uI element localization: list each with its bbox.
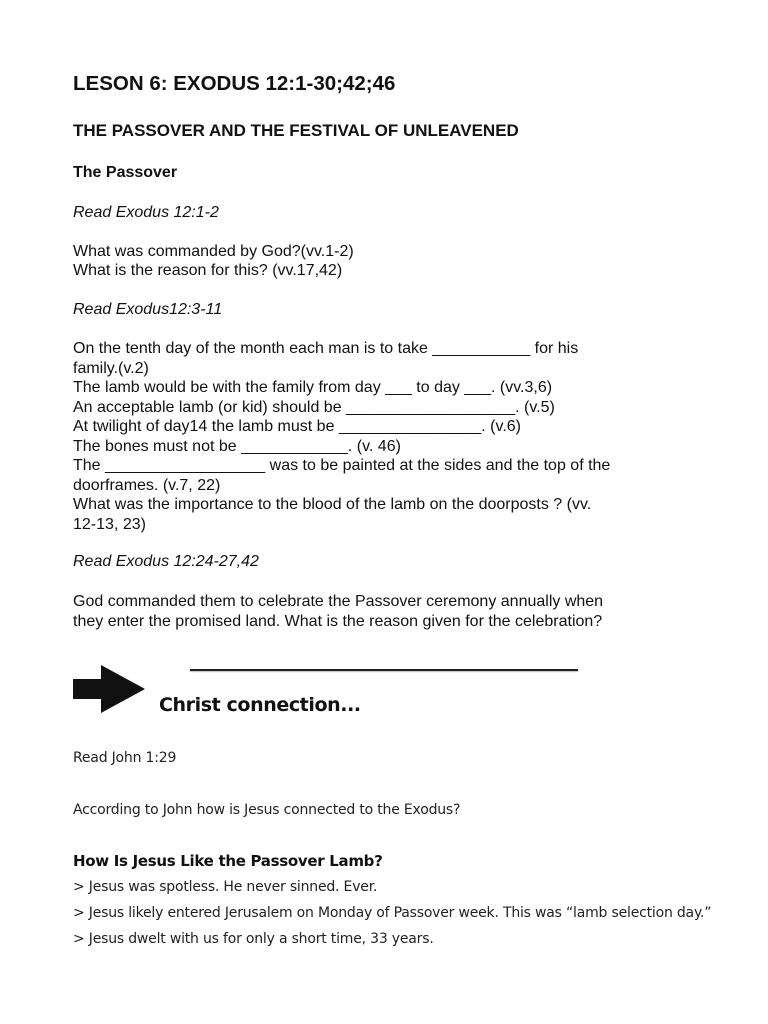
- lesson-subtitle: THE PASSOVER AND THE FESTIVAL OF UNLEAVENED: [73, 121, 519, 140]
- lesson-title: LESON 6: EXODUS 12:1-30;42;46: [73, 72, 396, 95]
- list-item: > Jesus dwelt with us for only a short time, 33 years.: [73, 931, 434, 947]
- fill-line: The __________________ was to be painted at the sides and the top of the: [73, 457, 611, 474]
- read-john-reference: Read John 1:29: [73, 750, 177, 766]
- fill-line: An acceptable lamb (or kid) should be ___________________. (v.5): [73, 398, 555, 416]
- read-reference-1: Read Exodus 12:1-2: [73, 204, 219, 221]
- read-reference-2: Read Exodus12:3-11: [73, 301, 223, 318]
- fill-line: 12-13, 23): [73, 515, 146, 533]
- celebration-paragraph: [73, 592, 603, 631]
- fill-line: doorframes. (v.7, 22): [73, 476, 221, 494]
- list-item: > Jesus likely entered Jerusalem on Monday of Passover week. This was “lamb selection day.”: [73, 905, 712, 921]
- fill-in-blanks: [73, 339, 610, 534]
- fill-line: On the tenth day of the month each man is to take ___________ for his: [73, 340, 579, 357]
- arrow-right-icon: [73, 665, 145, 713]
- question-1: What was commanded by God?(vv.1-2): [73, 243, 354, 260]
- lamb-heading: How Is Jesus Like the Passover Lamb?: [73, 852, 383, 870]
- question-2: What is the reason for this? (vv.17,42): [73, 262, 343, 279]
- fill-line: At twilight of day14 the lamb must be ________________. (v.6): [73, 418, 521, 435]
- lamb-points-list: [73, 874, 711, 952]
- john-question: According to John how is Jesus connected to the Exodus?: [73, 802, 461, 818]
- fill-line: family.(v.2): [73, 359, 149, 377]
- celebration-line: God commanded them to celebrate the Passover ceremony annually when: [73, 593, 604, 610]
- christ-connection-heading: Christ connection...: [159, 694, 361, 716]
- fill-line: What was the importance to the blood of the lamb on the doorposts ? (vv.: [73, 496, 592, 513]
- section-heading: The Passover: [73, 164, 178, 181]
- divider-line: [190, 669, 578, 671]
- celebration-line: they enter the promised land. What is the reason given for the celebration?: [73, 612, 603, 630]
- fill-line: The bones must not be ____________. (v. 46): [73, 437, 401, 455]
- list-item: > Jesus was spotless. He never sinned. Ever.: [73, 879, 378, 895]
- read-reference-3: Read Exodus 12:24-27,42: [73, 553, 259, 570]
- fill-line: The lamb would be with the family from day ___ to day ___. (vv.3,6): [73, 379, 553, 396]
